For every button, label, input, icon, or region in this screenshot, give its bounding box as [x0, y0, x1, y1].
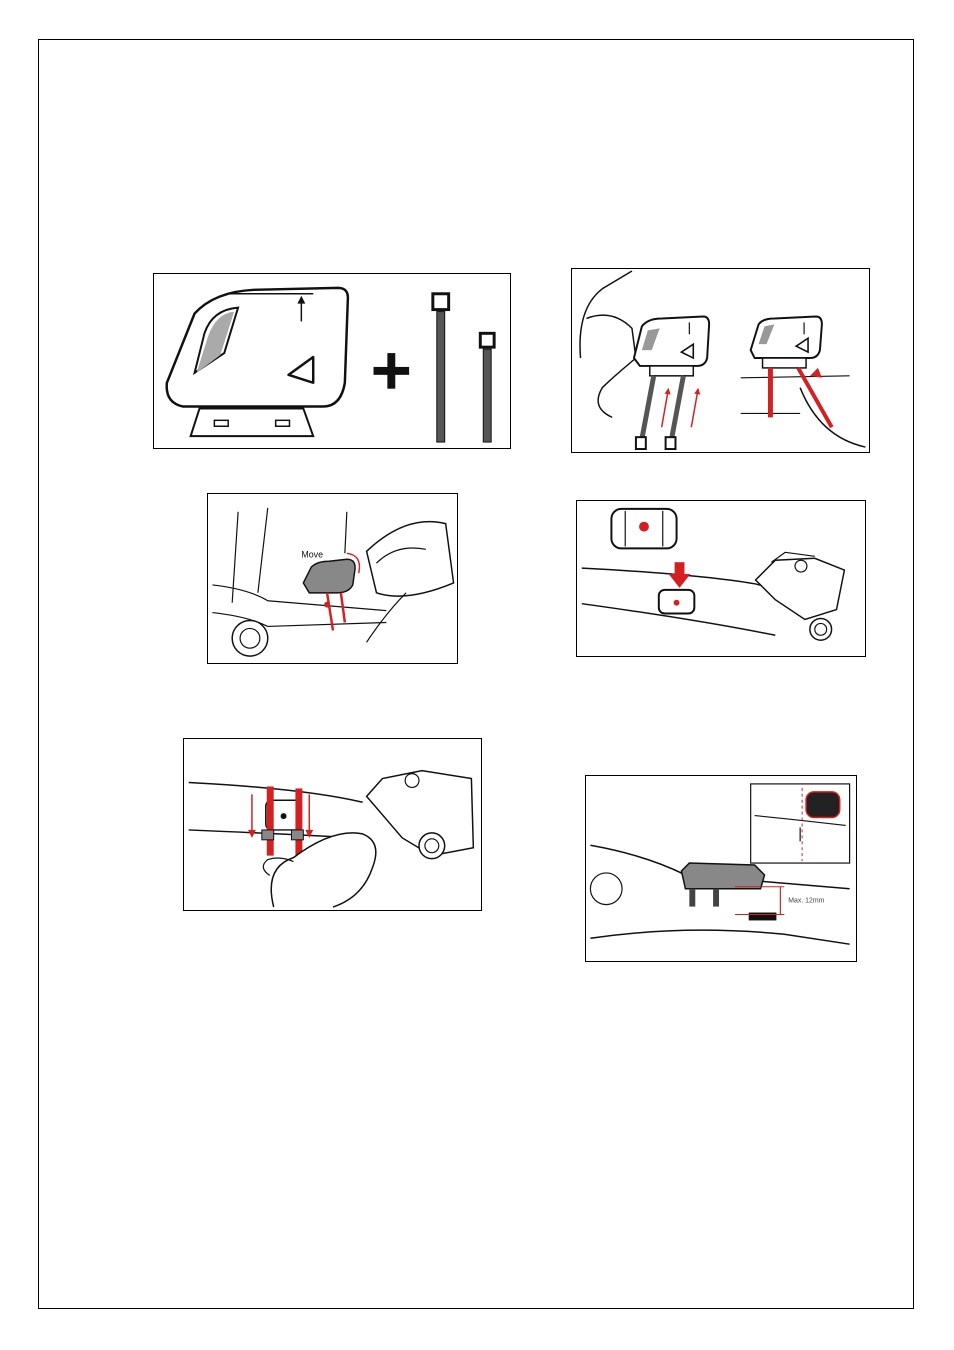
- figure-sensor-and-cable-ties: [153, 273, 511, 449]
- move-sensor-illustration: [208, 494, 457, 663]
- figure-sensor-placement: [576, 500, 866, 657]
- figure-attach-ties-to-sensor: [571, 268, 870, 453]
- hand-outline: [580, 271, 632, 358]
- attach-ties-illustration: [572, 269, 869, 452]
- magnet: [749, 913, 777, 921]
- max-gap-label: Max. 12mm: [788, 897, 825, 905]
- figure-tighten-ties: [183, 738, 482, 911]
- tighten-ties-illustration: [184, 739, 481, 910]
- sensor: [303, 559, 355, 593]
- sensor-placement-illustration: [577, 501, 865, 656]
- hand-outline: [367, 522, 454, 597]
- short-cable-tie: [480, 333, 494, 347]
- figure-gap-check: [585, 775, 857, 962]
- red-arrow: [662, 394, 668, 428]
- hand-outline: [271, 833, 376, 907]
- sensor-base: [191, 408, 314, 436]
- red-cable-tie: [267, 786, 274, 855]
- move-label: Move: [301, 549, 324, 560]
- speed-sensor: [167, 288, 348, 407]
- down-arrow-icon: [675, 562, 685, 576]
- long-cable-tie: [433, 294, 449, 310]
- sensor: [681, 863, 764, 889]
- figure-move-sensor: [207, 493, 458, 664]
- page-frame: [38, 39, 914, 1309]
- magnet-dot: [639, 522, 649, 532]
- sensor-and-ties-illustration: [154, 274, 510, 448]
- gap-check-illustration: [586, 776, 856, 961]
